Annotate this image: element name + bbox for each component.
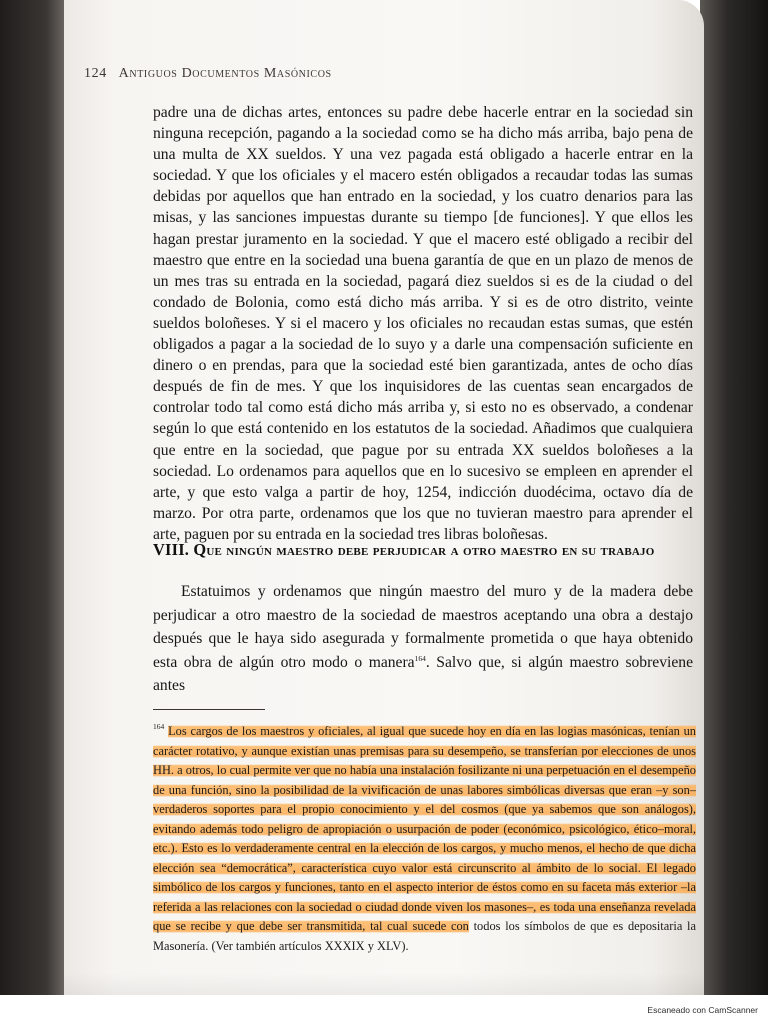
body-paragraph-2	[153, 580, 693, 698]
section-heading: VIII. Que ningún maestro debe perjudicar a otro maestro en su trabajo	[153, 540, 655, 559]
running-header	[84, 65, 644, 82]
body-paragraph-1: padre una de dichas artes, entonces su padre debe hacerle entrar en la sociedad sin ninguna recepción, pagando a la sociedad como se ha dicho más arriba, bajo pena de una multa de XX sueldos. Y una vez pagada está obligado a hacerle entrar en la sociedad. Y que los oficiales y el macero estén obligados a recaudar todas las sumas debidas por aquellos que han entrado en la sociedad, y los cuatro denarios para las misas, y las sanciones impuestas durante su tiempo [de funciones]. Y que ellos les hagan prestar juramento en la sociedad. Y que el macero esté obligado a recibir del maestro que entre en la sociedad una buena garantía de que en un plazo de menos de un mes tras su entrada en la sociedad, pagará diez sueldos si es de la ciudad o del condado de Bolonia, como está dicho más arriba. Y si es de otro distrito, veinte sueldos boloñeses. Y si el macero y los oficiales no recaudan estas sumas, que estén obligados a pagar a la sociedad de lo suyo y a darle una compensación suficiente en dinero o en prendas, para que la sociedad esté bien garantizada, antes de ocho días después de fin de mes. Y que los inquisidores de las cuentas sean encargados de controlar todo tal como está dicho más arriba y, si esto no es observado, a condenar según lo que está contenido en los estatutos de la sociedad. Añadimos que cualquiera que entre en la sociedad, que pague por su entrada XX sueldos boloñeses a la sociedad. Lo ordenamos para aquellos que en lo sucesivo se empleen en aprender el arte, y que esto valga a partir de hoy, 1254, indicción duodécima, octavo día de marzo. Por otra parte, ordenamos que los que no tuvieran maestro para aprender el arte, paguen por su entrada en la sociedad tres libras boloñesas.	[153, 104, 693, 543]
footnote-plain-text: todos los símbolos de que es depositaria la Masonería. (Ver también artículos XXXIX y XLV).	[153, 919, 696, 953]
footnote-number: 164	[153, 722, 165, 731]
body-paragraph-2-tail: . Salvo que, si algún maestro sobreviene antes	[153, 653, 693, 695]
footnote	[153, 722, 696, 956]
page-number: 124	[84, 66, 107, 81]
body-paragraph-2-text: Estatuimos y ordenamos que ningún maestro del muro y de la madera debe perjudicar a otro maestro de la sociedad de maestros aceptando una obra a destajo después que le haya sido asegurada y formalmente prometida o que haya obtenido esta obra de algún otro modo o manera	[153, 583, 693, 671]
footnote-rule	[153, 709, 265, 710]
page-shadow	[64, 972, 704, 995]
scanner-credit: Escaneado con CamScanner	[647, 1005, 758, 1015]
footnote-reference: 164	[414, 653, 426, 663]
running-title: Antiguos Documentos Masónicos	[118, 66, 332, 81]
footnote-highlighted-text: Los cargos de los maestros y oficiales, al igual que sucede hoy en día en las logias masónicas, tenían un carácter rotativo, y aunque existían unas premisas para su desempeño, se transferían por elecciones de unos HH. a otros, lo cual permite ver que no había una instalación fosilizante ni una perpetuación en el desempeño de una función, sino la posibilidad de la vivificación de unas labores simbólicas diversas que eran –y son– verdaderos soportes para el propio conocimiento y el del cosmos (que ya sabemos que son análogos), evitando además todo peligro de apropiación o usurpación de poder (económico, psicológico, ético–moral, etc.). Esto es lo verdaderamente central en la elección de los cargos, y mucho menos, el hecho de que dicha elección sea “democrática”, característica cuyo valor está circunscrito al ámbito de lo social. El legado simbólico de los cargos y funciones, tanto en el aspecto interior de éstos como en su faceta más exterior –la referida a las relaciones con la sociedad o ciudad donde viven los masones–, es toda una enseñanza revelada que se recibe y que debe ser transmitida, tal cual sucede con	[153, 724, 696, 933]
scan-background-right	[700, 0, 768, 995]
scan-background-left	[0, 0, 66, 995]
